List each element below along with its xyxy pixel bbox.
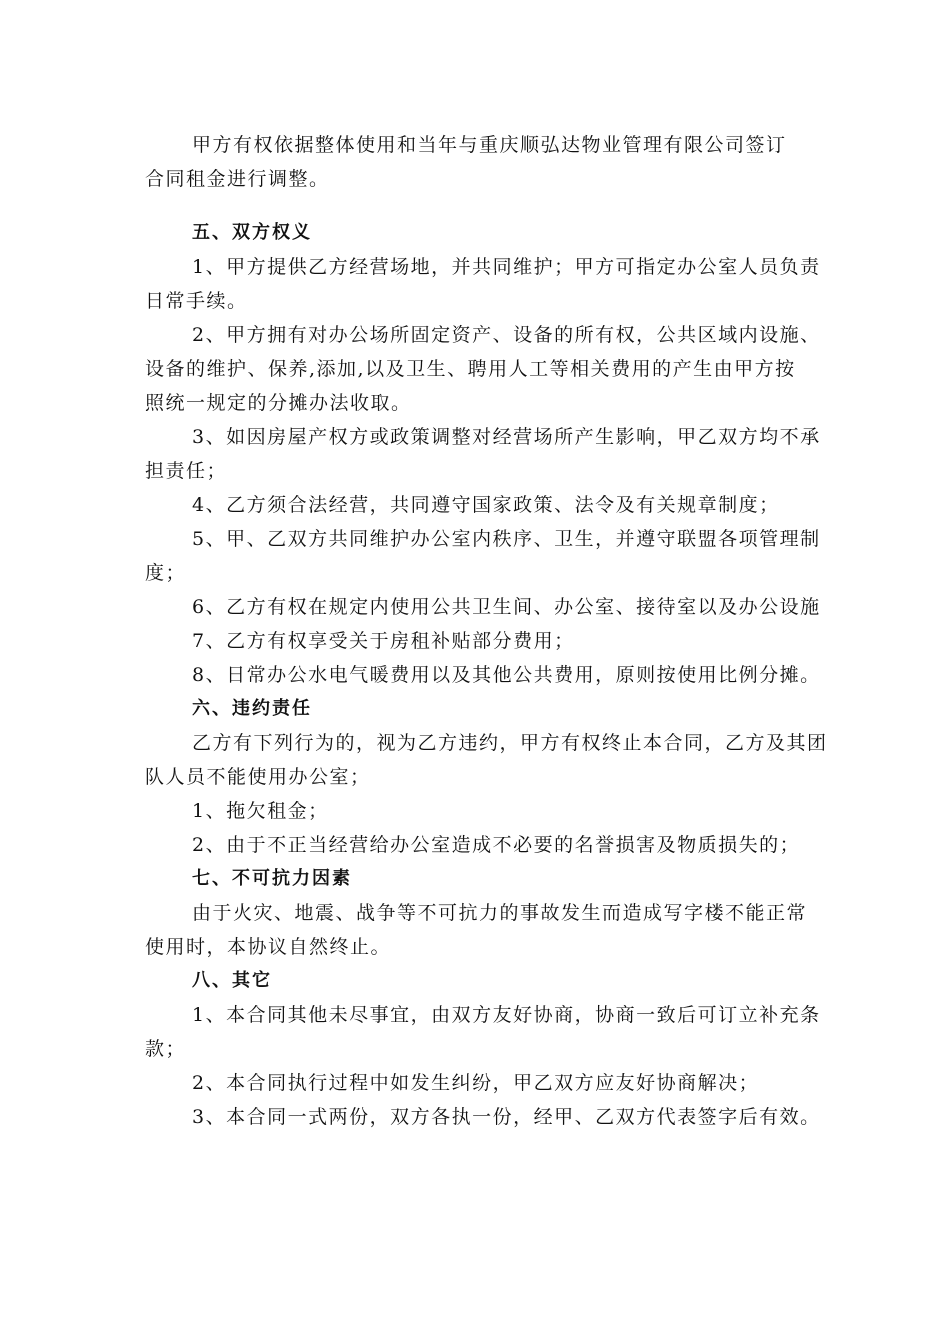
text-line: 照统一规定的分摊办法收取。 — [145, 392, 412, 414]
section-heading: 五、双方权义 — [192, 222, 312, 243]
text-line: 乙方有下列行为的，视为乙方违约，甲方有权终止本合同，乙方及其团 — [192, 732, 828, 754]
text-line: 合同租金进行调整。 — [145, 168, 330, 190]
text-line: 使用时，本协议自然终止。 — [145, 936, 392, 958]
text-line: 担责任； — [145, 460, 228, 482]
text-line: 款； — [145, 1038, 187, 1060]
section-heading: 七、不可抗力因素 — [192, 868, 352, 889]
text-line: 4、乙方须合法经营，共同遵守国家政策、法令及有关规章制度； — [192, 494, 780, 516]
text-line: 5、甲、乙双方共同维护办公室内秩序、卫生，并遵守联盟各项管理制 — [192, 528, 821, 550]
text-line: 7、乙方有权享受关于房租补贴部分费用； — [192, 630, 575, 652]
text-line: 2、本合同执行过程中如发生纠纷，甲乙双方应友好协商解决； — [192, 1072, 760, 1094]
text-line: 1、拖欠租金； — [192, 800, 329, 822]
text-line: 6、乙方有权在规定内使用公共卫生间、办公室、接待室以及办公设施 — [192, 596, 821, 618]
text-line: 队人员不能使用办公室； — [145, 766, 371, 788]
section-heading: 六、违约责任 — [192, 698, 312, 719]
text-line: 甲方有权依据整体使用和当年与重庆顺弘达物业管理有限公司签订 — [192, 134, 787, 156]
text-line: 2、由于不正当经营给办公室造成不必要的名誉损害及物质损失的； — [192, 834, 801, 856]
rent-adjust-paragraph — [145, 128, 810, 196]
text-line: 设备的维护、保养,添加,以及卫生、聘用人工等相关费用的产生由甲方按 — [145, 358, 796, 380]
text-line: 3、如因房屋产权方或政策调整对经营场所产生影响，甲乙双方均不承 — [192, 426, 821, 448]
text-line: 度； — [145, 562, 187, 584]
section-other — [145, 964, 821, 1134]
text-line: 2、甲方拥有对办公场所固定资产、设备的所有权，公共区域内设施、 — [192, 324, 821, 346]
text-line: 1、本合同其他未尽事宜，由双方友好协商，协商一致后可订立补充条 — [192, 1004, 821, 1026]
text-line: 3、本合同一式两份，双方各执一份，经甲、乙双方代表签字后有效。 — [192, 1106, 821, 1128]
text-line: 1、甲方提供乙方经营场地，并共同维护；甲方可指定办公室人员负责 — [192, 256, 821, 278]
text-line: 8、日常办公水电气暖费用以及其他公共费用，原则按使用比例分摊。 — [192, 664, 821, 686]
section-force-majeure — [145, 862, 810, 964]
document-page — [145, 128, 828, 1134]
section-heading: 八、其它 — [192, 970, 272, 991]
text-line: 由于火灾、地震、战争等不可抗力的事故发生而造成写字楼不能正常 — [192, 902, 808, 924]
text-line: 日常手续。 — [145, 290, 248, 312]
section-rights-obligations — [145, 216, 821, 692]
section-breach-liability — [145, 692, 828, 862]
